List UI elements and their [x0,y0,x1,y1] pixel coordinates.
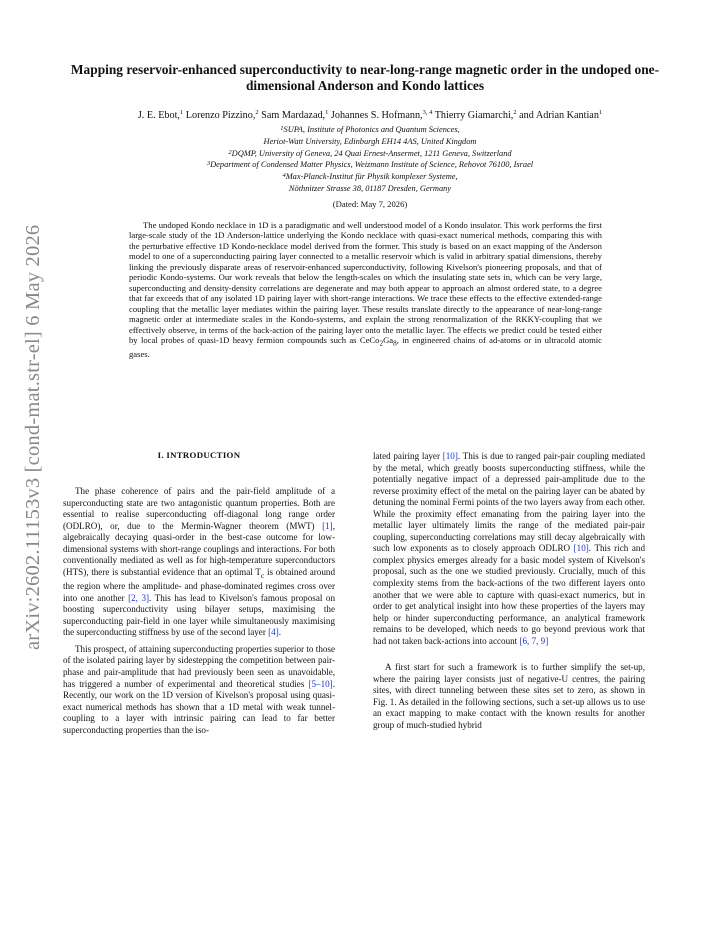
paper-title: Mapping reservoir-enhanced superconductivity to near-long-range magnetic order in the undoped one-dimensional Anderson and Kondo lattices [70,62,660,93]
citation-link[interactable]: [10] [442,451,458,461]
text-run: The phase coherence of pairs and the pair-field amplitude of a superconducting state are two antagonistic quantum properties. Both are essential to realise superconducting off-diagonal long range order (ODLRO), or, due to the Mermin-Wagner theorem (MWT) [63,486,335,531]
author: Sam Mardazad,$^1$ [258,109,329,121]
body-paragraph [373,662,645,731]
text-run: . This has lead to Kivelson's famous proposal on boosting superconductivity using bilayer setups, maximising the superconducting pair-field in one layer while simultaneously maximising the superconducting stiffness by use of the second layer [63,592,335,638]
arxiv-identifier-stamp: arXiv:2602.11153v3 [cond-mat.str-el] 6 May 2026 [22,224,44,650]
author: J. E. Ebot,$^1$ [137,109,184,121]
text-run: A first start for such a framework is to further simplify the set-up, where the pairing layer consists just of negative-U centres, the pairing sites, with direct tunneling between these sites set to zero, as shown in Fig. 1. As detailed in the following sections, such a set-up allows us to use an exact mapping to make contact with the known results for another group of much-studied hybrid [373,662,645,731]
affiliation-line: $^2$DQMP, University of Geneva, 24 Quai Ernest-Ansermet, 1211 Geneva, Switzerland [228,148,512,158]
text-run: . This rich and complex physics emerges already for a basic model system of Kivelson's proposal, such as the one we studied previously. Crucially, much of this complexity stems from the back-actions of the two different layers onto another that we were able to capture with quasi-exact numerics, but in order to get analytical insight into how these properties of the layers may help or hinder superconducting performance, an analytical framework remains to be developed, which needs to go beyond previous work that had not taken back-actions into account [373,543,645,646]
citation-link[interactable]: [5–10] [308,678,333,689]
body-paragraph [63,486,335,639]
body-paragraph [373,451,645,647]
left-column-body [63,486,335,736]
text-run: , algebraically decaying quasi-order in the best-case outcome for low-dimensional systems with short-range couplings and interactions. For both conventionally mediated as well as for high-temperature superconductors (HTS), there is substantial evidence that an optimal T [63,520,335,577]
date-line: (Dated: May 7, 2026) [332,199,408,209]
affiliation-line: $^3$Department of Condensed Matter Physics, Weizmann Institute of Science, Rehovot 76100, Israel [206,160,534,170]
abstract: The undoped Kondo necklace in 1D is a paradigmatic and well understood model of a Kondo insulator. This work performs the first large-scale study of the 1D Anderson-lattice underlying the Kondo necklace with quasi-exact numerical methods, comparing this with the perturbative effective 1D Kondo-necklace model derived from the former. This study is based on an exact mapping of the Anderson model to one of a superconducting pairing layer connected to a metallic reservoir which is valid in arbitrary spatial dimensions, thereby linking the previously disparate areas of reservoir-enhanced superconductivity, following Kivelson's pioneering proposals, and that of periodic Kondo-systems. Our work reveals that below the length-scales on which the insulating state sets in, which can be very large, superconducting and density-density correlations are degenerate and may both appear to approach an almost ordered state, to a degree that far exceeds that of any isolated 1D pairing layer with short-range interactions. We trace these effects to the effective extended-range coupling that the metallic layer mediates within the pairing layer. These results translate directly to the appearance of near-long-range magnetic order at intermediate scales in the Kondo-systems, and explain the strong renormalization of the RKKY-coupling that we effectively observe, in terms of the back-action of the pairing layer onto the metallic layer. The effects we predict could be tested either by local probes of quasi-1D heavy fermion compounds such as $CeCo_2Ga_8$, in engineered chains of ad-atoms or in ultracold atomic gases. [129,220,602,360]
text-run: lated pairing layer [373,451,443,461]
affiliation-line: $^4$Max-Planck-Institut für Physik komplexer Systeme, [282,172,458,182]
right-column [373,451,645,732]
affiliation-line: Nöthnitzer Strasse 38, 01187 Dresden, Germany [288,183,452,193]
citation-link[interactable]: [2, 3] [128,592,150,603]
subscript: c [260,570,265,580]
author: Thierry Giamarchi,$^2$ [432,109,517,121]
body-paragraph [63,644,335,736]
text-run: . [278,627,282,638]
left-column [63,450,335,736]
affiliation-line: Heriot-Watt University, Edinburgh EH14 4AS, United Kingdom [263,136,477,146]
text-run: . This is due to ranged pair-pair coupling mediated by the metal, which greatly boosts superconducting stiffness, while the potentially negative impact of a depressed pair-amplitude due to the reverse proximity effect of the metal on the pairing layer can be abated by detuning the nominal Fermi points of the two layers away from each other. While the proximity effect emanating from the pairing layer into the metallic layer ultimately limits the range of the mediated pair-pair coupling, superconducting correlations may still decay algebraically with such low exponents as to closely approach ODLRO [373,451,645,554]
affiliation-line: $^1$SUPA, Institute of Photonics and Quantum Sciences, [280,125,460,134]
citation-link[interactable]: [4] [268,627,279,638]
author: Lorenzo Pizzino,$^2$ [183,109,259,121]
citation-link[interactable]: [10] [573,543,589,554]
right-column-body [373,451,645,732]
section-heading: I. INTRODUCTION [157,450,241,460]
text-run: . Recently, our work on the 1D version of Kivelson's proposal using quasi-exact numerical methods has shown that a 1D metal with weak tunnel-coupling to a layer with intrinsic pairing can lead to far better superconducting properties than the iso- [63,678,335,735]
citation-link[interactable]: [1] [322,520,333,531]
citation-link[interactable]: [6, 7, 9] [519,635,549,646]
author: and Adrian Kantian$^1$ [516,109,603,121]
author: Johannes S. Hofmann,$^{3, 4}$ [328,109,433,121]
text-run: This prospect, of attaining superconducting properties superior to those of the isolated pairing layer by sidestepping the competition between pair-phase and pair-amplitude that had previously been seen as unavoidable, has triggered a number of experimental and theoretical studies [63,643,335,689]
text-run: is obtained around the region where the amplitude- and phase-dominated regimes cross over into one another [63,566,335,603]
author-list [40,110,700,121]
affiliations [80,124,660,195]
